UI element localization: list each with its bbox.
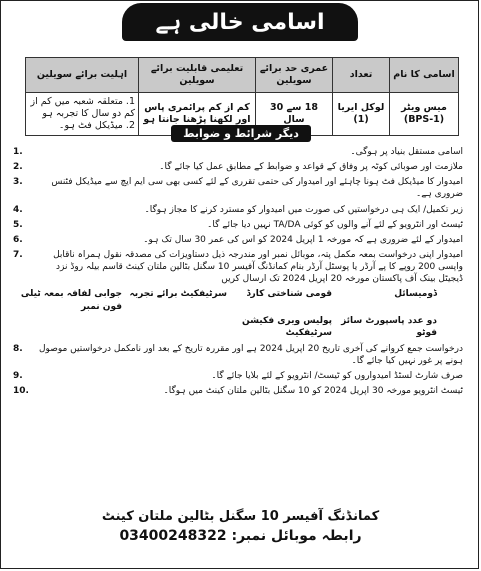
term-text: ملازمت اور صوبائی کوٹہ پر وفاق کے قواعد و ضوابط کے مطابق عمل کیا جائے گا۔ — [159, 162, 463, 173]
page-title: اسامی خالی ہے — [122, 3, 358, 41]
list-item — [13, 343, 469, 367]
term-number: 10. — [13, 386, 29, 397]
term-text: زیر تکمیل/ ایک ہی درخواستیں کی صورت میں امیدوار کو مسترد کرنے کا مجاز ہوگا۔ — [144, 204, 463, 215]
list-item — [13, 146, 469, 158]
term-number: 9. — [13, 371, 23, 382]
list-item — [13, 234, 469, 246]
list-item — [13, 161, 469, 173]
post-name: میس ویٹر — [401, 102, 447, 114]
term-number: 2. — [13, 162, 23, 173]
document-item: دو عدد پاسپورٹ سائز فوٹو — [341, 315, 437, 338]
document-item: پولیس ویری فکیشن سرٹیفکیٹ — [242, 315, 332, 338]
document-item: جوابی لفافہ بمعہ ٹیلی فون نمبر — [20, 289, 122, 312]
term-number: 4. — [13, 204, 23, 215]
list-item — [13, 385, 469, 397]
post-count: (1) — [353, 114, 369, 125]
age-cell: 18 سے 30 سال — [256, 93, 333, 136]
term-number: 7. — [13, 249, 23, 260]
term-text: ٹیسٹ اور انٹرویو کے لئے آنے والوں کو کوئی TA/DA نہیں دیا جائے گا۔ — [207, 219, 463, 230]
count-cell — [333, 93, 390, 136]
post-scale: (BPS-1) — [403, 114, 445, 125]
term-text: اسامی مستقل بنیاد پر ہوگی۔ — [350, 147, 463, 157]
column-header-count: تعداد — [333, 58, 390, 93]
term-text: امیدوار کا میڈیکل فٹ ہونا چاہئے اور امیدوار کی حتمی تقرری کے لئے کسی بھی سی ایم ایچ سے میڈیکل فٹنس ضروری ہے۔ — [51, 177, 463, 200]
term-number: 6. — [13, 234, 23, 245]
term-number: 5. — [13, 219, 23, 230]
list-item — [13, 204, 469, 216]
contact-line — [1, 528, 480, 544]
column-header-education: تعلیمی قابلیت برائے سویلین — [139, 58, 256, 93]
column-header-eligibility: اہلیت برائے سویلین — [26, 58, 139, 93]
term-number: 3. — [13, 177, 23, 188]
term-number: 8. — [13, 343, 23, 354]
post-cell — [390, 93, 459, 136]
terms-heading: دیگر شرائط و ضوابط — [171, 125, 311, 142]
term-text: صرف شارٹ لسٹڈ امیدواروں کو ٹیسٹ/ انٹرویو کے لئے بلایا جائے گا۔ — [211, 371, 463, 382]
document-item: قومی شناختی کارڈ — [246, 289, 332, 300]
document-item: سرٹیفکیٹ برائے تجربہ — [129, 289, 227, 300]
column-header-post: اسامی کا نام — [390, 58, 459, 93]
terms-list — [13, 146, 469, 401]
term-text: درخواست جمع کروانے کی آخری تاریخ 20 اپریل 2024 ہے اور مقررہ تاریخ کے بعد اور نامکمل درخواستیں موصول ہونے پر غور نہیں کیا جائے گا۔ — [39, 343, 463, 367]
required-documents — [17, 288, 437, 339]
document-item: ڈومیسائل — [394, 289, 437, 300]
phone-number[interactable]: 03400248322 — [119, 528, 227, 544]
office-address: کمانڈنگ آفیسر 10 سگنل بٹالین ملتان کینٹ — [101, 509, 380, 524]
table-header-row — [26, 58, 459, 93]
quota-label: لوکل ایریا — [337, 102, 385, 114]
column-header-age: عمری حد برائے سویلین — [256, 58, 333, 93]
list-item — [13, 219, 469, 231]
eligibility-item: 1. متعلقہ شعبہ میں کم از کم دو سال کا تجربہ ہو — [30, 96, 135, 120]
list-item — [13, 176, 469, 200]
term-text: امیدوار اپنی درخواست بمعہ مکمل پتہ، موبائل نمبر اور مندرجہ ذیل دستاویزات کی مصدقہ نقول ہمراہ ناقابل واپسی 200 روپے کا پے آرڈر یا پوسٹل آرڈر بنام کمانڈنگ آفیسر 10 سگنل بٹالین ملتان کینٹ قاسم بیلہ روڈ نزد ڈیجیٹل بینک آف پاکستان مورخہ 20 اپریل 2024 تک ارسال کریں — [53, 249, 463, 285]
term-text: امیدوار کے لئے ضروری ہے کہ مورخہ 1 اپریل 2024 کو اس کی عمر 30 سال تک ہو۔ — [143, 234, 463, 245]
list-item — [13, 370, 469, 382]
list-item — [13, 249, 469, 285]
contact-footer — [1, 509, 480, 544]
term-text: ٹیسٹ انٹرویو مورخہ 30 اپریل 2024 کو 10 سگنل بٹالین ملتان کینٹ میں ہوگا۔ — [163, 386, 463, 397]
term-number: 1. — [13, 147, 23, 157]
eligibility-item: 2. میڈیکل فٹ ہو۔ — [58, 119, 135, 131]
eligibility-cell — [26, 93, 139, 136]
contact-label: رابطہ موبائل نمبر: — [231, 528, 362, 544]
education-cell: کم از کم پرائمری پاس اور لکھنا پڑھنا جانتا ہو — [139, 93, 256, 136]
